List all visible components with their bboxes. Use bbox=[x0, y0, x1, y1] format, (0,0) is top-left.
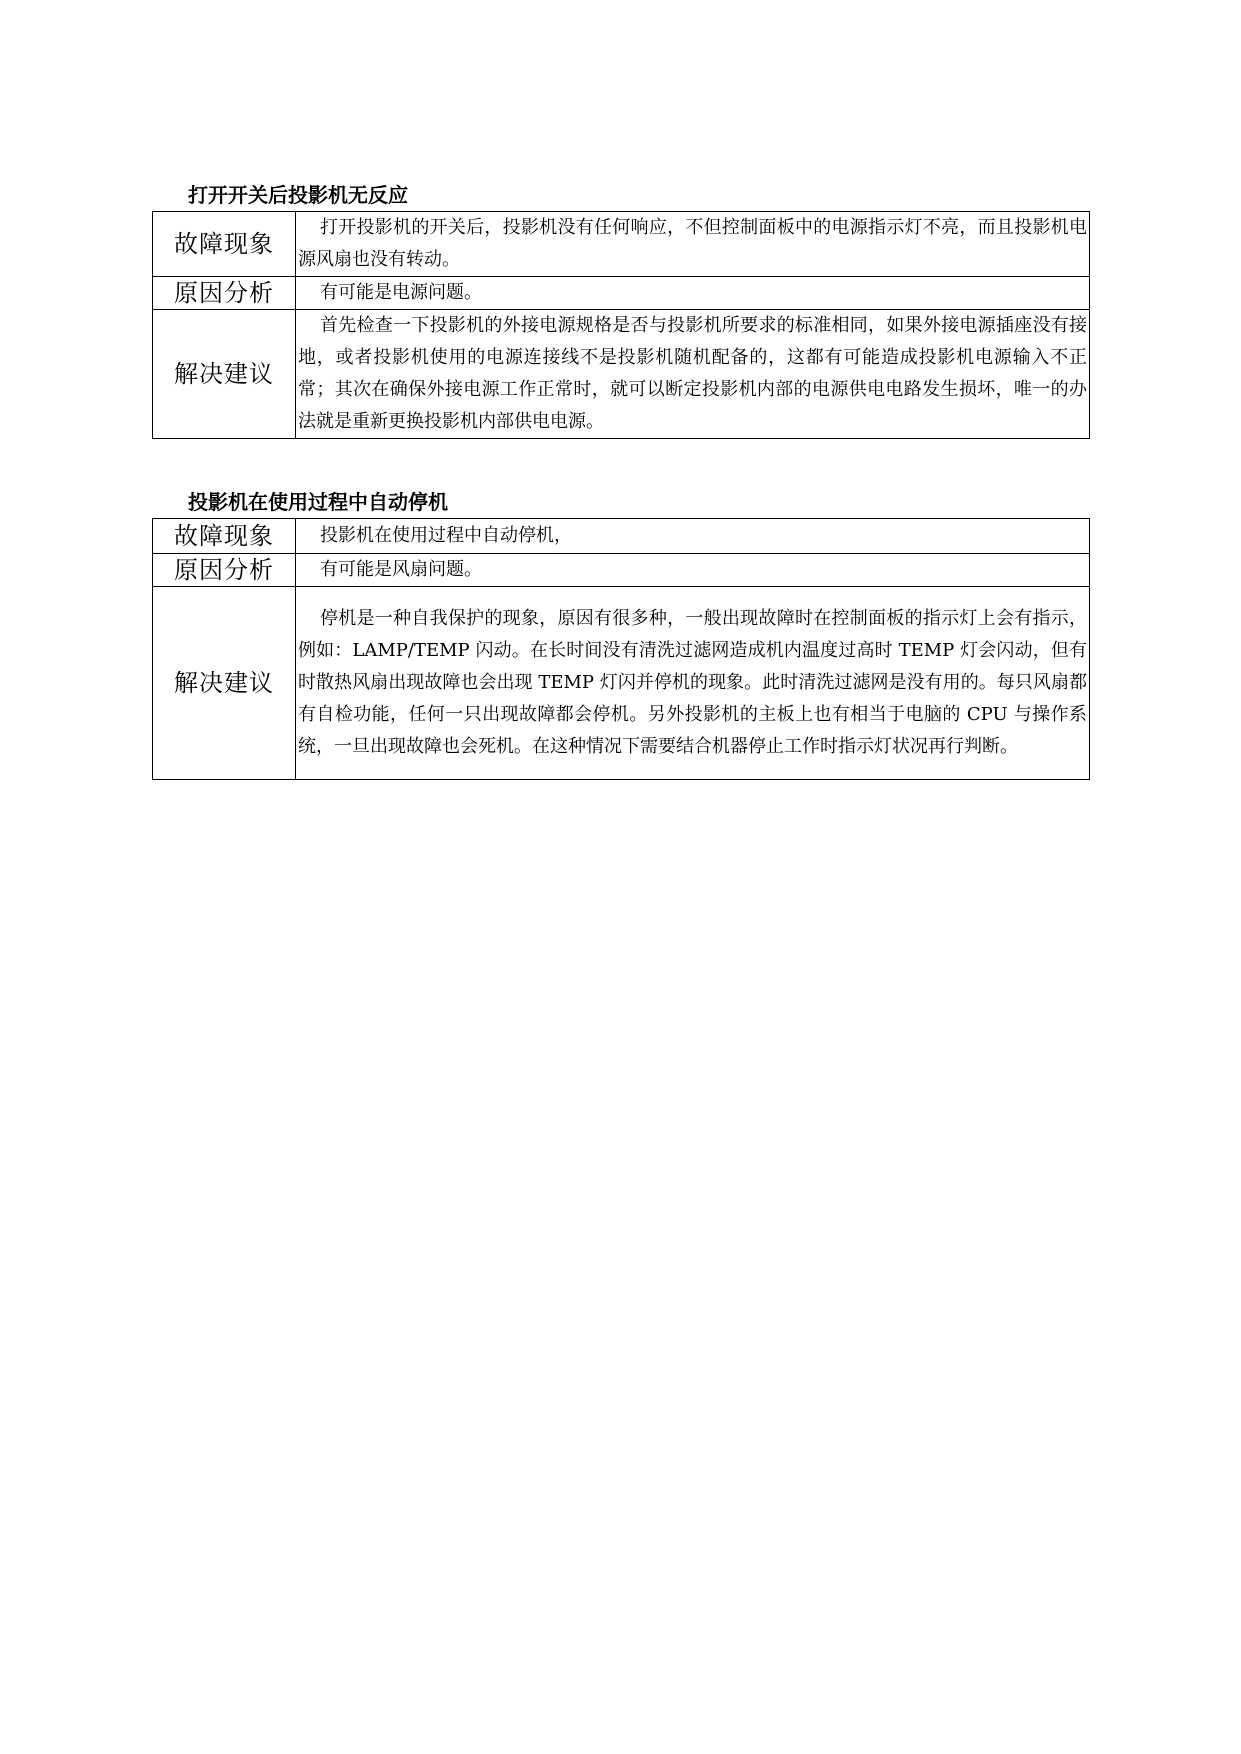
table-row bbox=[153, 277, 1090, 310]
table-row bbox=[153, 587, 1090, 780]
row-label-symptom: 故障现象 bbox=[153, 519, 296, 554]
row-text-cause: 有可能是电源问题。 bbox=[296, 277, 1090, 310]
fault-section-1 bbox=[152, 181, 1090, 439]
row-label-suggestion: 解决建议 bbox=[153, 587, 296, 780]
fault-table bbox=[152, 518, 1090, 780]
section-title: 打开开关后投影机无反应 bbox=[188, 183, 408, 207]
section-title: 投影机在使用过程中自动停机 bbox=[188, 490, 448, 514]
table-row bbox=[153, 519, 1090, 554]
row-text-symptom: 投影机在使用过程中自动停机， bbox=[296, 519, 1090, 554]
table-row bbox=[153, 310, 1090, 439]
row-text-suggestion: 停机是一种自我保护的现象，原因有很多种，一般出现故障时在控制面板的指示灯上会有指示，例如：LAMP/TEMP 闪动。在长时间没有清洗过滤网造成机内温度过高时 TEMP 灯会闪动，但有时散热风扇出现故障也会出现 TEMP 灯闪并停机的现象。此时清洗过滤网是没有用的。每只风扇都有自检功能，任何一只出现故障都会停机。另外投影机的主板上也有相当于电脑的 CPU 与操作系统，一旦出现故障也会死机。在这种情况下需要结合机器停止工作时指示灯状况再行判断。 bbox=[296, 587, 1090, 780]
row-text-cause: 有可能是风扇问题。 bbox=[296, 554, 1090, 587]
table-row bbox=[153, 554, 1090, 587]
row-label-suggestion: 解决建议 bbox=[153, 310, 296, 439]
table-row bbox=[153, 212, 1090, 277]
row-text-suggestion: 首先检查一下投影机的外接电源规格是否与投影机所要求的标准相同，如果外接电源插座没有接地，或者投影机使用的电源连接线不是投影机随机配备的，这都有可能造成投影机电源输入不正常；其次在确保外接电源工作正常时，就可以断定投影机内部的电源供电电路发生损坏，唯一的办法就是重新更换投影机内部供电电源。 bbox=[296, 310, 1090, 439]
fault-section-2 bbox=[152, 488, 1090, 780]
row-text-symptom: 打开投影机的开关后，投影机没有任何响应，不但控制面板中的电源指示灯不亮，而且投影机电源风扇也没有转动。 bbox=[296, 212, 1090, 277]
row-label-symptom: 故障现象 bbox=[153, 212, 296, 277]
row-label-cause: 原因分析 bbox=[153, 277, 296, 310]
row-label-cause: 原因分析 bbox=[153, 554, 296, 587]
fault-table bbox=[152, 211, 1090, 439]
